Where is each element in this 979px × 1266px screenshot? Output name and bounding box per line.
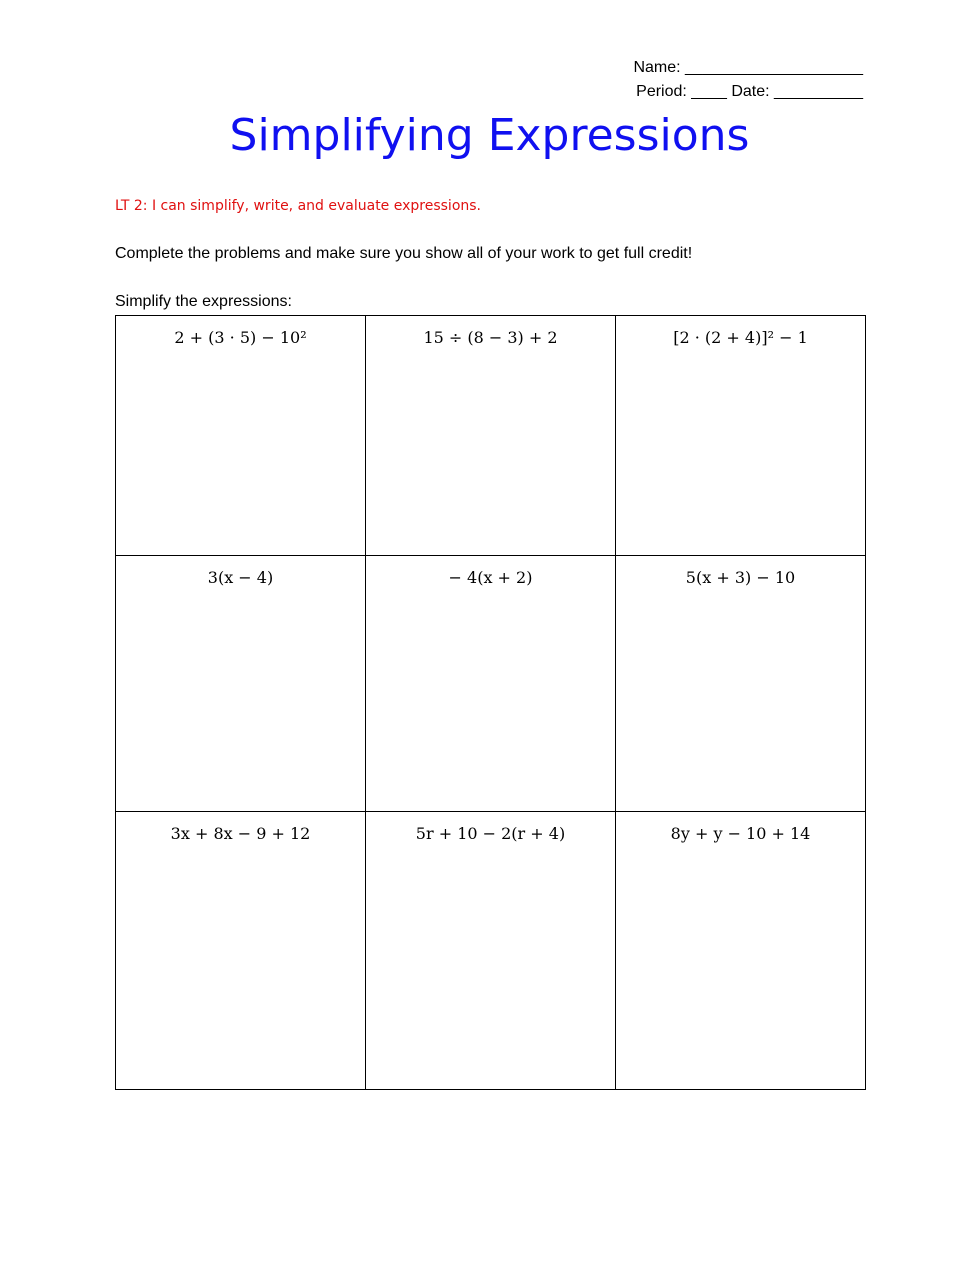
problem-expression: 3(x − 4) [207,568,274,587]
problem-cell-1[interactable] [116,316,366,556]
problem-expression: 3x + 8x − 9 + 12 [170,824,311,843]
problem-expression: − 4(x + 2) [448,568,533,587]
name-field-label: Name: ____________________ [633,59,863,76]
problem-cell-4[interactable] [116,556,366,812]
section-label: Simplify the expressions: [115,293,292,310]
period-date-field-label: Period: ____ Date: __________ [636,83,863,100]
problem-cell-9[interactable] [616,812,866,1090]
learning-target: LT 2: I can simplify, write, and evaluate expressions. [115,198,482,214]
problem-cell-7[interactable] [116,812,366,1090]
problem-expression: 5r + 10 − 2(r + 4) [415,824,566,843]
problem-expression: 2 + (3 · 5) − 10² [174,328,307,347]
problem-expression: 15 ÷ (8 − 3) + 2 [423,328,558,347]
problem-expression: [2 · (2 + 4)]² − 1 [673,328,808,347]
problem-grid [115,315,866,1090]
problem-cell-6[interactable] [616,556,866,812]
problem-expression: 5(x + 3) − 10 [685,568,796,587]
page-title: Simplifying Expressions [229,110,750,161]
problem-cell-3[interactable] [616,316,866,556]
problem-cell-8[interactable] [366,812,616,1090]
problem-cell-5[interactable] [366,556,616,812]
instructions: Complete the problems and make sure you show all of your work to get full credit! [115,245,693,262]
problem-cell-2[interactable] [366,316,616,556]
problem-expression: 8y + y − 10 + 14 [670,824,811,843]
